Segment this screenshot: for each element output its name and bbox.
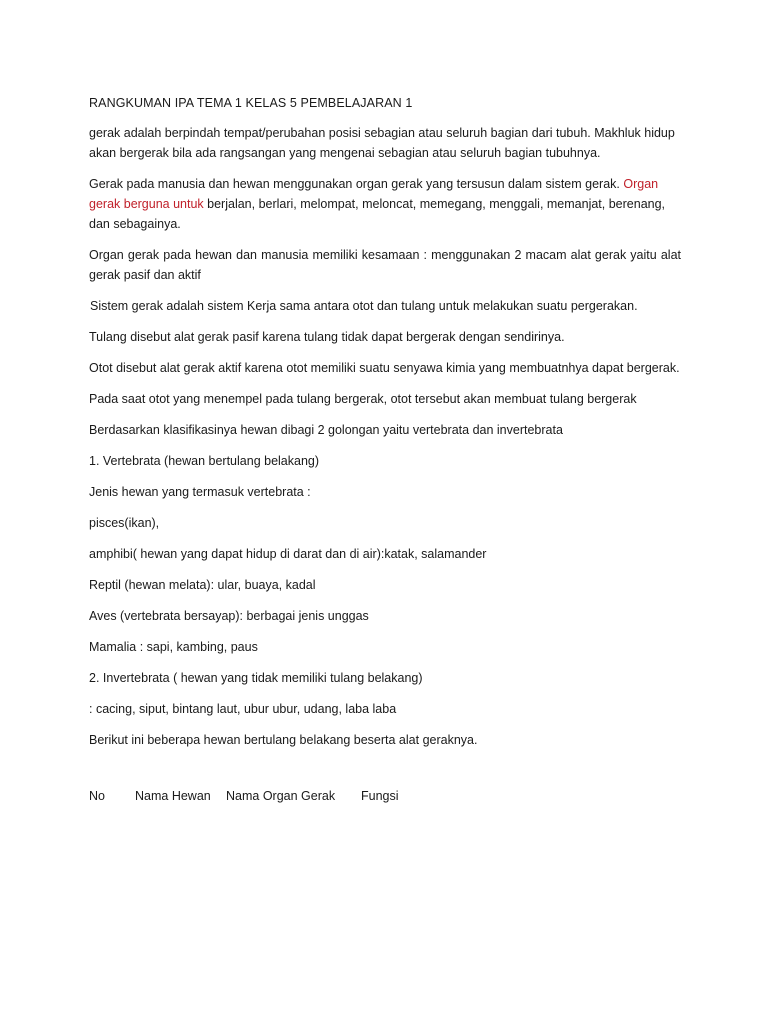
list-item-reptil: Reptil (hewan melata): ular, buaya, kadal bbox=[89, 578, 316, 592]
paragraph-tulang: Tulang disebut alat gerak pasif karena tulang tidak dapat bergerak dengan sendirinya. bbox=[89, 330, 565, 344]
highlighted-phrase: Organ gerak berguna untuk bbox=[89, 177, 659, 211]
document-page bbox=[89, 93, 681, 806]
paragraph-sistem-gerak: Sistem gerak adalah sistem Kerja sama antara otot dan tulang untuk melakukan suatu pergerakan. bbox=[90, 299, 638, 313]
table-header-row bbox=[89, 786, 681, 806]
heading-invertebrata: 2. Invertebrata ( hewan yang tidak memiliki tulang belakang) bbox=[89, 671, 423, 685]
paragraph-definition: gerak adalah berpindah tempat/perubahan posisi sebagian atau seluruh bagian dari tubuh. Makhluk hidup akan bergerak bila ada rangsangan yang mengenai sebagian atau seluruh bagian tubuhnya. bbox=[89, 126, 675, 160]
paragraph-otot-tulang: Pada saat otot yang menempel pada tulang bergerak, otot tersebut akan membuat tulang bergerak bbox=[89, 392, 637, 406]
list-item-amphibi: amphibi( hewan yang dapat hidup di darat dan di air):katak, salamander bbox=[89, 547, 487, 561]
table-header-nama-hewan: Nama Hewan bbox=[135, 789, 211, 803]
document-title: RANGKUMAN IPA TEMA 1 KELAS 5 PEMBELAJARAN 1 bbox=[89, 96, 413, 110]
table-header-nama-organ-gerak: Nama Organ Gerak bbox=[226, 789, 336, 803]
list-invertebrata: : cacing, siput, bintang laut, ubur ubur, udang, laba laba bbox=[89, 702, 397, 716]
heading-vertebrata: 1. Vertebrata (hewan bertulang belakang) bbox=[89, 454, 320, 468]
list-item-pisces: pisces(ikan), bbox=[89, 516, 160, 530]
paragraph-berikut: Berikut ini beberapa hewan bertulang belakang beserta alat geraknya. bbox=[89, 733, 478, 747]
paragraph-organ-gerak-rest: berjalan, berlari, melompat, meloncat, memegang, menggali, memanjat, berenang, dan sebagainya. bbox=[89, 197, 666, 231]
paragraph-organ-gerak bbox=[89, 174, 681, 234]
paragraph-otot: Otot disebut alat gerak aktif karena otot memiliki suatu senyawa kimia yang membuatnhya dapat bergerak. bbox=[89, 361, 680, 375]
paragraph-klasifikasi: Berdasarkan klasifikasinya hewan dibagi 2 golongan yaitu vertebrata dan invertebrata bbox=[89, 423, 563, 437]
paragraph-organ-gerak-text: Gerak pada manusia dan hewan menggunakan organ gerak yang tersusun dalam sistem gerak. bbox=[89, 177, 624, 191]
table-header-no: No bbox=[89, 789, 105, 803]
paragraph-jenis-vertebrata: Jenis hewan yang termasuk vertebrata : bbox=[89, 485, 311, 499]
list-item-mamalia: Mamalia : sapi, kambing, paus bbox=[89, 640, 258, 654]
paragraph-kesamaan: Organ gerak pada hewan dan manusia memiliki kesamaan : menggunakan 2 macam alat gerak yaitu alat gerak pasif dan aktif bbox=[89, 248, 681, 282]
list-item-aves: Aves (vertebrata bersayap): berbagai jenis unggas bbox=[89, 609, 369, 623]
table-header-fungsi: Fungsi bbox=[361, 789, 399, 803]
